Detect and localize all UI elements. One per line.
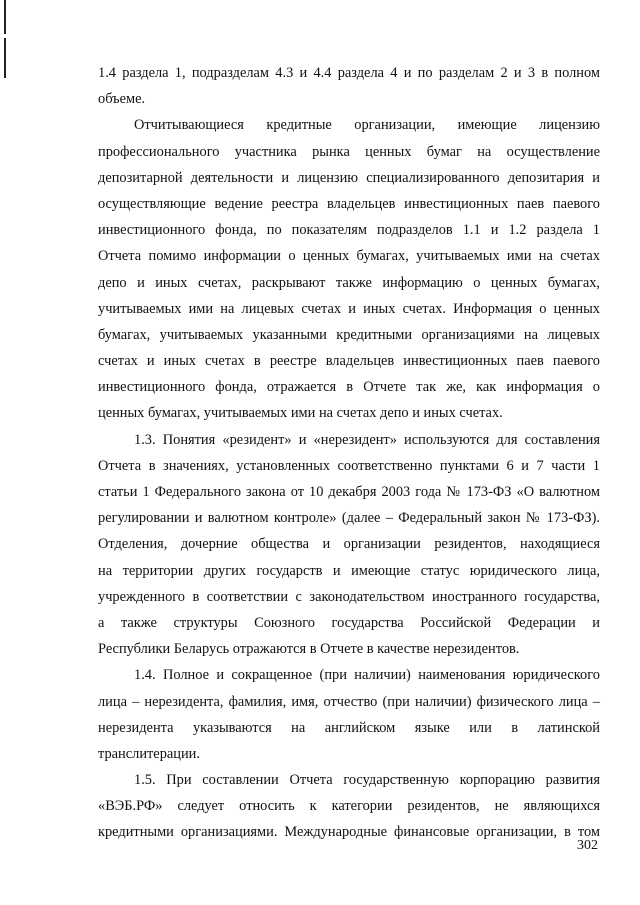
text-line: «ВЭБ.РФ» следует относить к категории резидентов, не являющихся xyxy=(98,798,600,815)
page-number: 302 xyxy=(577,838,598,853)
text-line: статьи 1 Федерального закона от 10 декабря 2003 года № 173-ФЗ «О валютном xyxy=(98,484,600,500)
margin-mark xyxy=(4,0,6,34)
text-line: нерезидента указываются на английском языке или в латинской xyxy=(98,719,600,736)
document-body xyxy=(98,60,600,846)
text-line: 1.4 раздела 1, подразделам 4.3 и 4.4 раздела 4 и по разделам 2 и 3 в полном xyxy=(98,65,600,81)
text-line: ценных бумагах, учитываемых ими на счетах депо и иных счетах. xyxy=(98,405,503,422)
text-line: учитываемых ими на лицевых счетах и иных счетах. Информация о ценных xyxy=(98,300,600,317)
text-line: на территории других государств и имеющие статус юридического лица, xyxy=(98,562,600,579)
text-line: 1.3. Понятия «резидент» и «нерезидент» используются для составления xyxy=(134,431,600,448)
text-line: регулировании и валютном контроле» (далее – Федеральный закон № 173-ФЗ). xyxy=(98,510,600,527)
text-line: профессионального участника рынка ценных бумаг на осуществление xyxy=(98,143,600,160)
text-line: инвестиционного фонда, отражается в Отчете так же, как информация о xyxy=(98,379,600,396)
text-line: осуществляющие ведение реестра владельцев инвестиционных паев паевого xyxy=(98,195,600,212)
margin-mark xyxy=(4,38,6,78)
text-line: Отчитывающиеся кредитные организации, имеющие лицензию xyxy=(134,117,600,134)
text-line: кредитными организациями. Международные финансовые организации, в том xyxy=(98,824,600,841)
text-line: объеме. xyxy=(98,91,146,108)
text-line: инвестиционного фонда, по показателям подразделов 1.1 и 1.2 раздела 1 xyxy=(98,222,600,239)
text-line: 1.5. При составлении Отчета государственную корпорацию развития xyxy=(134,772,600,789)
text-line: Отчета помимо информации о ценных бумагах, учитываемых ими на счетах xyxy=(98,248,600,265)
text-line: Республики Беларусь отражаются в Отчете в качестве нерезидентов. xyxy=(98,641,520,658)
text-line: Отделения, дочерние общества и организации резидентов, находящиеся xyxy=(98,536,600,553)
text-line: транслитерации. xyxy=(98,745,200,762)
text-line: депо и иных счетах, раскрывают также информацию о ценных бумагах, xyxy=(98,274,600,291)
text-line: счетах и иных счетах в реестре владельцев инвестиционных паев паевого xyxy=(98,353,600,370)
text-line: бумагах, учитываемых указанными кредитными организациями на лицевых xyxy=(98,326,600,343)
text-line: 1.4. Полное и сокращенное (при наличии) наименования юридического xyxy=(134,667,600,684)
text-line: а также структуры Союзного государства Российской Федерации и xyxy=(98,614,600,631)
text-line: лица – нерезидента, фамилия, имя, отчество (при наличии) физического лица – xyxy=(98,693,600,710)
text-line: депозитарной деятельности и лицензию специализированного депозитария и xyxy=(98,169,600,186)
text-line: Отчета в значениях, установленных соответственно пунктами 6 и 7 части 1 xyxy=(98,457,600,474)
text-line: учрежденного в соответствии с законодательством иностранного государства, xyxy=(98,588,600,605)
